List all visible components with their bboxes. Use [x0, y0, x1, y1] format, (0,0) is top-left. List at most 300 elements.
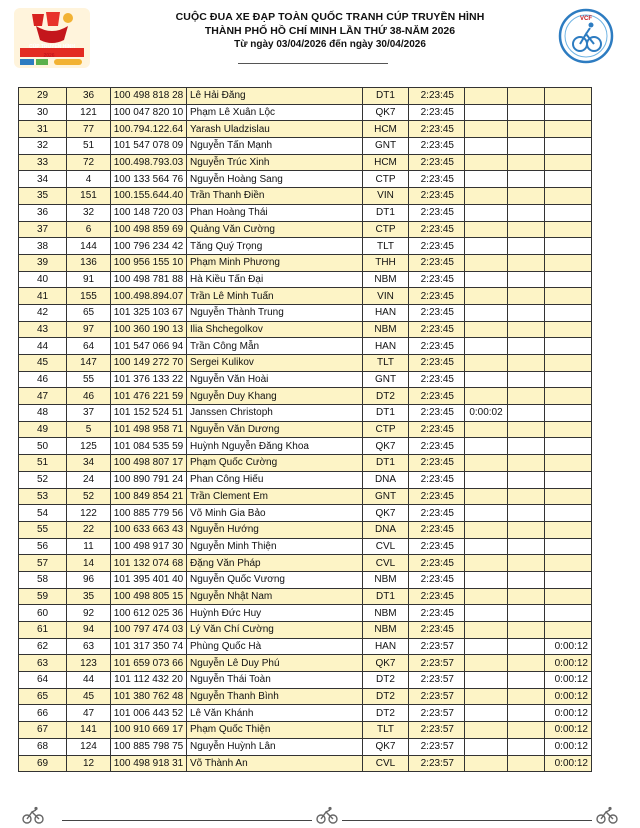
rider-name-cell: Phạm Minh Phương	[187, 254, 363, 271]
time-cell: 2:23:57	[409, 655, 465, 672]
bib-cell: 44	[67, 672, 111, 689]
table-row	[19, 455, 592, 472]
bib-cell: 6	[67, 221, 111, 238]
table-row	[19, 405, 592, 422]
rank-cell: 39	[19, 254, 67, 271]
uci-id-cell: 101 395 401 40	[111, 571, 187, 588]
rider-name-cell: Võ Minh Gia Bảo	[187, 505, 363, 522]
bib-cell: 12	[67, 755, 111, 772]
uci-id-cell: 100 910 669 17	[111, 722, 187, 739]
rank-cell: 58	[19, 571, 67, 588]
bib-cell: 47	[67, 705, 111, 722]
table-row	[19, 121, 592, 138]
bonus-gap-cell	[465, 438, 508, 455]
rider-name-cell: Nguyễn Minh Thiện	[187, 538, 363, 555]
bonus-gap-cell	[465, 488, 508, 505]
bib-cell: 36	[67, 88, 111, 105]
time-gap-cell: 0:00:12	[545, 722, 592, 739]
rider-name-cell: Trần Công Mẫn	[187, 338, 363, 355]
uci-id-cell: 100.498.793.03	[111, 154, 187, 171]
empty-cell	[508, 405, 545, 422]
time-cell: 2:23:45	[409, 204, 465, 221]
empty-cell	[508, 271, 545, 288]
bonus-gap-cell	[465, 688, 508, 705]
table-row	[19, 171, 592, 188]
bonus-gap-cell	[465, 188, 508, 205]
table-row	[19, 254, 592, 271]
bib-cell: 121	[67, 104, 111, 121]
team-cell: QK7	[363, 104, 409, 121]
uci-id-cell: 100 498 805 15	[111, 588, 187, 605]
rank-cell: 45	[19, 355, 67, 372]
time-cell: 2:23:45	[409, 188, 465, 205]
rider-name-cell: Nguyễn Hướng	[187, 521, 363, 538]
bib-cell: 37	[67, 405, 111, 422]
uci-id-cell: 100 149 272 70	[111, 355, 187, 372]
time-gap-cell	[545, 471, 592, 488]
bonus-gap-cell	[465, 288, 508, 305]
rank-cell: 46	[19, 371, 67, 388]
bib-cell: 24	[67, 471, 111, 488]
team-cell: VIN	[363, 188, 409, 205]
team-cell: CVL	[363, 755, 409, 772]
rider-name-cell: Nguyễn Quốc Vương	[187, 571, 363, 588]
table-row	[19, 338, 592, 355]
rider-name-cell: Trần Thanh Điền	[187, 188, 363, 205]
rank-cell: 37	[19, 221, 67, 238]
empty-cell	[508, 588, 545, 605]
time-gap-cell	[545, 104, 592, 121]
rider-name-cell: Nguyễn Duy Khang	[187, 388, 363, 405]
team-cell: GNT	[363, 138, 409, 155]
rider-name-cell: Janssen Christoph	[187, 405, 363, 422]
results-table	[18, 87, 592, 772]
time-gap-cell	[545, 622, 592, 639]
bib-cell: 125	[67, 438, 111, 455]
bib-cell: 32	[67, 204, 111, 221]
rank-cell: 36	[19, 204, 67, 221]
rank-cell: 57	[19, 555, 67, 572]
empty-cell	[508, 355, 545, 372]
time-gap-cell	[545, 121, 592, 138]
time-gap-cell	[545, 505, 592, 522]
time-cell: 2:23:45	[409, 588, 465, 605]
rider-name-cell: Nguyễn Thái Toàn	[187, 672, 363, 689]
bib-cell: 22	[67, 521, 111, 538]
uci-id-cell: 101 376 133 22	[111, 371, 187, 388]
team-cell: NBM	[363, 605, 409, 622]
rider-name-cell: Huỳnh Đức Huy	[187, 605, 363, 622]
bonus-gap-cell	[465, 571, 508, 588]
bonus-gap-cell	[465, 304, 508, 321]
time-gap-cell	[545, 88, 592, 105]
rank-cell: 38	[19, 238, 67, 255]
uci-id-cell: 100.498.894.07	[111, 288, 187, 305]
footer-line-left	[62, 820, 312, 821]
bib-cell: 14	[67, 555, 111, 572]
bib-cell: 72	[67, 154, 111, 171]
rider-name-cell: Nguyễn Hoàng Sang	[187, 171, 363, 188]
uci-id-cell: 100 360 190 13	[111, 321, 187, 338]
time-cell: 2:23:57	[409, 638, 465, 655]
team-cell: QK7	[363, 505, 409, 522]
team-cell: QK7	[363, 738, 409, 755]
uci-id-cell: 101 380 762 48	[111, 688, 187, 705]
table-row	[19, 154, 592, 171]
bonus-gap-cell	[465, 254, 508, 271]
time-cell: 2:23:45	[409, 405, 465, 422]
team-cell: NBM	[363, 321, 409, 338]
time-cell: 2:23:45	[409, 471, 465, 488]
rider-name-cell: Nguyễn Nhật Nam	[187, 588, 363, 605]
uci-id-cell: 101 659 073 66	[111, 655, 187, 672]
rider-name-cell: Hà Kiều Tấn Đại	[187, 271, 363, 288]
time-cell: 2:23:45	[409, 538, 465, 555]
rider-name-cell: Phùng Quốc Hà	[187, 638, 363, 655]
team-cell: DT2	[363, 705, 409, 722]
bib-cell: 92	[67, 605, 111, 622]
rank-cell: 43	[19, 321, 67, 338]
team-cell: GNT	[363, 488, 409, 505]
time-cell: 2:23:45	[409, 455, 465, 472]
bonus-gap-cell	[465, 555, 508, 572]
title-line-1: CUỘC ĐUA XE ĐẠP TOÀN QUỐC TRANH CÚP TRUYỀN HÌNH	[175, 11, 485, 23]
bonus-gap-cell	[465, 238, 508, 255]
time-cell: 2:23:45	[409, 605, 465, 622]
empty-cell	[508, 188, 545, 205]
uci-id-cell: 100 498 818 28	[111, 88, 187, 105]
rank-cell: 55	[19, 521, 67, 538]
uci-id-cell: 101 006 443 52	[111, 705, 187, 722]
bonus-gap-cell	[465, 154, 508, 171]
rank-cell: 30	[19, 104, 67, 121]
bonus-gap-cell	[465, 338, 508, 355]
rider-name-cell: Đặng Văn Pháp	[187, 555, 363, 572]
rank-cell: 62	[19, 638, 67, 655]
table-row	[19, 388, 592, 405]
time-cell: 2:23:45	[409, 104, 465, 121]
table-row	[19, 688, 592, 705]
team-cell: NBM	[363, 571, 409, 588]
time-cell: 2:23:45	[409, 304, 465, 321]
time-gap-cell	[545, 488, 592, 505]
bonus-gap-cell	[465, 705, 508, 722]
bib-cell: 97	[67, 321, 111, 338]
uci-id-cell: 100 612 025 36	[111, 605, 187, 622]
bib-cell: 123	[67, 655, 111, 672]
time-cell: 2:23:45	[409, 571, 465, 588]
empty-cell	[508, 722, 545, 739]
bonus-gap-cell	[465, 421, 508, 438]
table-row	[19, 288, 592, 305]
team-cell: DT2	[363, 688, 409, 705]
table-row	[19, 138, 592, 155]
rank-cell: 65	[19, 688, 67, 705]
time-cell: 2:23:45	[409, 254, 465, 271]
rank-cell: 42	[19, 304, 67, 321]
bonus-gap-cell	[465, 388, 508, 405]
empty-cell	[508, 371, 545, 388]
uci-id-cell: 101 476 221 59	[111, 388, 187, 405]
empty-cell	[508, 104, 545, 121]
rider-name-cell: Nguyễn Huỳnh Lân	[187, 738, 363, 755]
bonus-gap-cell	[465, 672, 508, 689]
tv-cup-logo	[14, 8, 90, 68]
bonus-gap-cell	[465, 505, 508, 522]
title-block	[150, 10, 510, 52]
bonus-gap-cell	[465, 271, 508, 288]
table-row	[19, 304, 592, 321]
team-cell: GNT	[363, 371, 409, 388]
time-gap-cell	[545, 171, 592, 188]
team-cell: DT2	[363, 388, 409, 405]
table-row	[19, 521, 592, 538]
rider-name-cell: Lý Văn Chí Cường	[187, 622, 363, 639]
time-cell: 2:23:45	[409, 555, 465, 572]
rider-name-cell: Trần Clement Em	[187, 488, 363, 505]
time-gap-cell: 0:00:12	[545, 705, 592, 722]
empty-cell	[508, 338, 545, 355]
time-gap-cell	[545, 338, 592, 355]
bonus-gap-cell	[465, 655, 508, 672]
time-gap-cell	[545, 321, 592, 338]
uci-id-cell: 100 890 791 24	[111, 471, 187, 488]
table-row	[19, 238, 592, 255]
time-cell: 2:23:45	[409, 438, 465, 455]
uci-id-cell: 101 547 066 94	[111, 338, 187, 355]
empty-cell	[508, 204, 545, 221]
time-gap-cell: 0:00:12	[545, 672, 592, 689]
bonus-gap-cell	[465, 588, 508, 605]
table-row	[19, 471, 592, 488]
uci-id-cell: 100 498 807 17	[111, 455, 187, 472]
rank-cell: 56	[19, 538, 67, 555]
table-row	[19, 672, 592, 689]
uci-id-cell: 100 133 564 76	[111, 171, 187, 188]
table-row	[19, 438, 592, 455]
uci-id-cell: 100 498 917 30	[111, 538, 187, 555]
table-row	[19, 188, 592, 205]
rank-cell: 60	[19, 605, 67, 622]
time-gap-cell	[545, 355, 592, 372]
rider-name-cell: Lê Hải Đăng	[187, 88, 363, 105]
time-cell: 2:23:45	[409, 88, 465, 105]
team-cell: DNA	[363, 471, 409, 488]
bonus-gap-cell: 0:00:02	[465, 405, 508, 422]
time-gap-cell	[545, 304, 592, 321]
time-cell: 2:23:45	[409, 238, 465, 255]
time-cell: 2:23:45	[409, 154, 465, 171]
rider-name-cell: Sergei Kulikov	[187, 355, 363, 372]
table-row	[19, 88, 592, 105]
rank-cell: 64	[19, 672, 67, 689]
bonus-gap-cell	[465, 321, 508, 338]
uci-id-cell: 100 885 798 75	[111, 738, 187, 755]
table-row	[19, 622, 592, 639]
rank-cell: 44	[19, 338, 67, 355]
bib-cell: 52	[67, 488, 111, 505]
time-gap-cell	[545, 388, 592, 405]
footer-line-right	[342, 820, 592, 821]
bib-cell: 55	[67, 371, 111, 388]
team-cell: DT1	[363, 455, 409, 472]
uci-id-cell: 100 148 720 03	[111, 204, 187, 221]
title-line-2: THÀNH PHỐ HỒ CHÍ MINH LẦN THỨ 38-NĂM 2026	[204, 25, 456, 37]
time-gap-cell	[545, 254, 592, 271]
bonus-gap-cell	[465, 755, 508, 772]
team-cell: QK7	[363, 438, 409, 455]
cyclist-icon	[596, 806, 618, 824]
time-gap-cell: 0:00:12	[545, 738, 592, 755]
time-gap-cell	[545, 405, 592, 422]
empty-cell	[508, 321, 545, 338]
bib-cell: 136	[67, 254, 111, 271]
uci-id-cell: 101 325 103 67	[111, 304, 187, 321]
bib-cell: 122	[67, 505, 111, 522]
time-cell: 2:23:45	[409, 121, 465, 138]
rank-cell: 67	[19, 722, 67, 739]
empty-cell	[508, 121, 545, 138]
time-cell: 2:23:45	[409, 288, 465, 305]
rider-name-cell: Huỳnh Nguyễn Đăng Khoa	[187, 438, 363, 455]
rank-cell: 63	[19, 655, 67, 672]
cyclist-icon	[316, 806, 338, 824]
team-cell: DT2	[363, 672, 409, 689]
team-cell: THH	[363, 254, 409, 271]
uci-id-cell: 100.155.644.40	[111, 188, 187, 205]
time-gap-cell	[545, 555, 592, 572]
bonus-gap-cell	[465, 204, 508, 221]
empty-cell	[508, 421, 545, 438]
rider-name-cell: Ilia Shchegolkov	[187, 321, 363, 338]
team-cell: QK7	[363, 655, 409, 672]
team-cell: DNA	[363, 521, 409, 538]
table-row	[19, 605, 592, 622]
empty-cell	[508, 254, 545, 271]
time-gap-cell	[545, 371, 592, 388]
rider-name-cell: Nguyễn Trúc Xinh	[187, 154, 363, 171]
bib-cell: 46	[67, 388, 111, 405]
uci-id-cell: 101 498 958 71	[111, 421, 187, 438]
time-gap-cell	[545, 154, 592, 171]
team-cell: DT1	[363, 204, 409, 221]
team-cell: TLT	[363, 355, 409, 372]
team-cell: CTP	[363, 221, 409, 238]
time-gap-cell	[545, 204, 592, 221]
empty-cell	[508, 154, 545, 171]
rank-cell: 47	[19, 388, 67, 405]
time-gap-cell: 0:00:12	[545, 655, 592, 672]
rider-name-cell: Nguyễn Văn Dương	[187, 421, 363, 438]
team-cell: DT1	[363, 588, 409, 605]
bib-cell: 35	[67, 588, 111, 605]
time-cell: 2:23:45	[409, 171, 465, 188]
table-row	[19, 221, 592, 238]
left-logo-caption: CÚP TRUYỀN HÌNH	[28, 44, 76, 50]
team-cell: HAN	[363, 638, 409, 655]
table-row	[19, 538, 592, 555]
team-cell: TLT	[363, 238, 409, 255]
time-gap-cell	[545, 421, 592, 438]
time-gap-cell	[545, 271, 592, 288]
rider-name-cell: Phạm Quốc Thiện	[187, 722, 363, 739]
rider-name-cell: Quảng Văn Cường	[187, 221, 363, 238]
empty-cell	[508, 688, 545, 705]
table-row	[19, 271, 592, 288]
team-cell: VIN	[363, 288, 409, 305]
rider-name-cell: Nguyễn Tấn Mạnh	[187, 138, 363, 155]
rider-name-cell: Võ Thành An	[187, 755, 363, 772]
time-cell: 2:23:45	[409, 505, 465, 522]
empty-cell	[508, 88, 545, 105]
bib-cell: 151	[67, 188, 111, 205]
bonus-gap-cell	[465, 88, 508, 105]
bonus-gap-cell	[465, 738, 508, 755]
bib-cell: 94	[67, 622, 111, 639]
rank-cell: 53	[19, 488, 67, 505]
cyclist-icon	[22, 806, 44, 824]
table-row	[19, 204, 592, 221]
table-row	[19, 321, 592, 338]
time-gap-cell	[545, 288, 592, 305]
time-cell: 2:23:45	[409, 488, 465, 505]
rider-name-cell: Tăng Quý Trọng	[187, 238, 363, 255]
time-cell: 2:23:45	[409, 321, 465, 338]
time-cell: 2:23:45	[409, 371, 465, 388]
time-gap-cell: 0:00:12	[545, 755, 592, 772]
empty-cell	[508, 571, 545, 588]
right-logo-text: VCF	[580, 16, 592, 22]
bonus-gap-cell	[465, 521, 508, 538]
rank-cell: 54	[19, 505, 67, 522]
empty-cell	[508, 705, 545, 722]
rider-name-cell: Lê Văn Khánh	[187, 705, 363, 722]
table-row	[19, 738, 592, 755]
rank-cell: 51	[19, 455, 67, 472]
time-cell: 2:23:45	[409, 138, 465, 155]
time-gap-cell	[545, 588, 592, 605]
time-gap-cell	[545, 521, 592, 538]
team-cell: NBM	[363, 622, 409, 639]
team-cell: HAN	[363, 304, 409, 321]
empty-cell	[508, 438, 545, 455]
empty-cell	[508, 738, 545, 755]
rank-cell: 48	[19, 405, 67, 422]
bib-cell: 155	[67, 288, 111, 305]
time-cell: 2:23:45	[409, 338, 465, 355]
date-range: Từ ngày 03/04/2026 đến ngày 30/04/2026	[234, 39, 426, 50]
rank-cell: 50	[19, 438, 67, 455]
time-cell: 2:23:45	[409, 221, 465, 238]
rider-name-cell: Trần Lê Minh Tuấn	[187, 288, 363, 305]
bib-cell: 65	[67, 304, 111, 321]
uci-id-cell: 101 112 432 20	[111, 672, 187, 689]
empty-cell	[508, 755, 545, 772]
rider-name-cell: Nguyễn Văn Hoài	[187, 371, 363, 388]
team-cell: DT1	[363, 405, 409, 422]
rank-cell: 33	[19, 154, 67, 171]
bib-cell: 45	[67, 688, 111, 705]
table-row	[19, 505, 592, 522]
title-underline	[238, 63, 388, 64]
empty-cell	[508, 388, 545, 405]
bib-cell: 144	[67, 238, 111, 255]
time-cell: 2:23:45	[409, 271, 465, 288]
rider-name-cell: Yarash Uladzislau	[187, 121, 363, 138]
rank-cell: 34	[19, 171, 67, 188]
bonus-gap-cell	[465, 622, 508, 639]
rank-cell: 29	[19, 88, 67, 105]
